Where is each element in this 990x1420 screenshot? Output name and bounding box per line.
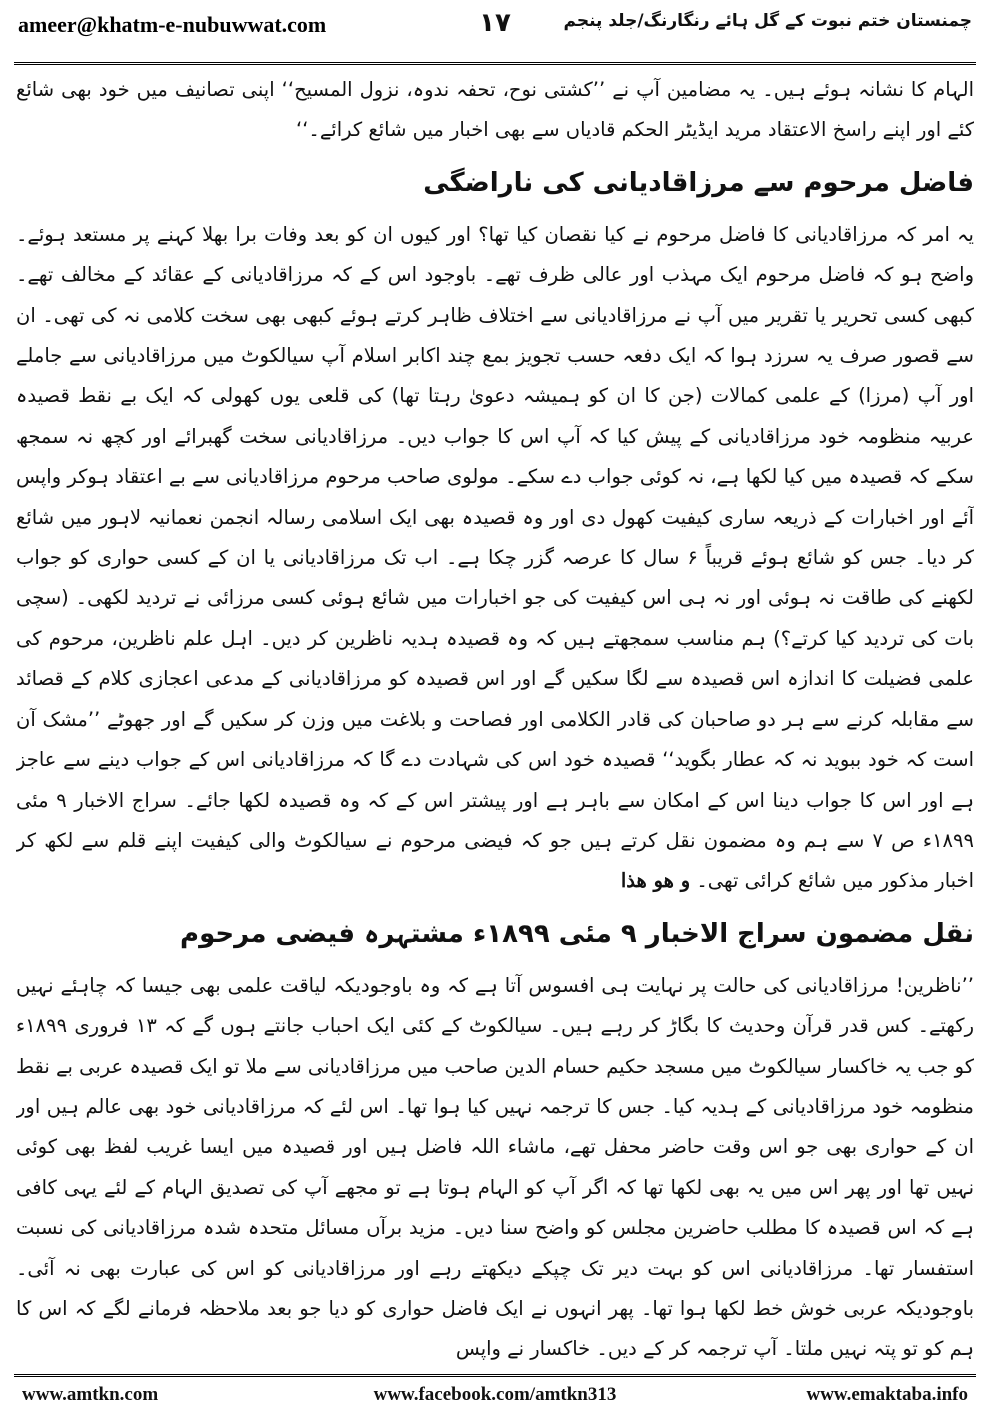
footer-link-emaktaba[interactable]: www.emaktaba.info [806, 1384, 968, 1405]
page-number: ۱۷ [479, 8, 511, 38]
page-footer [14, 1384, 976, 1412]
page-header [14, 0, 976, 62]
footer-link-facebook[interactable]: www.facebook.com/amtkn313 [373, 1384, 617, 1405]
header-divider [14, 62, 976, 65]
page-body [16, 70, 974, 1372]
body-paragraph-1-text: یہ امر کہ مرزاقادیانی کا فاضل مرحوم نے کیا نقصان کیا تھا؟ اور کیوں ان کو بعد وفات برا بھلا کہنے پر مستعد ہوئے۔ واضح ہو کہ فاضل مرحوم ایک مہذب اور عالی ظرف تھے۔ باوجود اس کے کہ مرزاقادیانی کے عقائد کے مخالف تھے۔ کبھی کسی تحریر یا تقریر میں آپ نے مرزاقادیانی سے اختلاف ظاہر کرتے ہوئے کبھی بھی سخت کلامی نہ کی تھی۔ ان سے قصور صرف یہ سرزد ہوا کہ ایک دفعہ حسب تجویز بمع چند اکابر اسلام آپ سیالکوٹ میں مرزاقادیانی سے جاملے اور آپ (مرزا) کے علمی کمالات (جن کا ان کو ہمیشہ دعویٰ رہتا تھا) کی قلعی یوں کھولی کہ ایک بے نقط قصیدہ عربیہ منظومہ خود مرزاقادیانی کے پیش کیا کہ آپ اس کا جواب دیں۔ مرزاقادیانی سخت گھبرائے اور کچھ نہ سمجھ سکے کہ قصیدہ میں کیا لکھا ہے، نہ کوئی جواب دے سکے۔ مولوی صاحب مرحوم مرزاقادیانی سے بے اعتقاد ہوکر واپس آئے اور اخبارات کے ذریعہ ساری کیفیت کھول دی اور وہ قصیدہ بھی ایک اسلامی رسالہ انجمن نعمانیہ لاہور میں شائع کر دیا۔ جس کو شائع ہوئے قریباً ۶ سال کا عرصہ گزر چکا ہے۔ اب تک مرزاقادیانی یا ان کے کسی حواری کو جواب لکھنے کی طاقت نہ ہوئی اور نہ ہی اس کیفیت کی جو اخبارات میں شائع ہوئی کسی مرزائی نے تردید لکھی۔ (سچی بات کی تردید کیا کرتے؟) ہم مناسب سمجھتے ہیں کہ وہ قصیدہ ہدیہ ناظرین کر دیں۔ اہل علم ناظرین، مرحوم کی علمی فضیلت کا اندازہ اس قصیدہ سے لگا سکیں گے اور اس قصیدہ کو مرزاقادیانی کے مدعی اعجازی کلام کے قصائد سے مقابلہ کرنے سے ہر دو صاحبان کی قادر الکلامی اور فصاحت و بلاغت میں وزن کر سکیں گے اور جھوٹے ’’مشک آن است کہ خود ببوید نہ کہ عطار بگوید‘‘ قصیدہ خود اس کی شہادت دے گا کہ مرزاقادیانی اس کے جواب دینے سے عاجز ہے اور اس کا جواب دینا اس کے امکان سے باہر ہے اور پیشتر اس کے کہ وہ قصیدہ لکھا جائے۔ سراج الاخبار ۹ مئی ۱۸۹۹ء ص ۷ سے ہم وہ مضمون نقل کرتے ہیں جو کہ فیضی مرحوم نے سیالکوٹ والی کیفیت اپنے قلم سے لکھ کر اخبار مذکور میں شائع کرائی تھی۔ [16, 222, 974, 893]
section-heading-1: فاضل مرحوم سے مرزاقادیانی کی ناراضگی [423, 167, 974, 198]
header-email: ameer@khatm-e-nubuwwat.com [18, 12, 327, 37]
intro-paragraph: الہام کا نشانہ ہوئے ہیں۔ یہ مضامین آپ نے ’’کشتی نوح، تحفہ ندوہ، نزول المسیح‘‘ اپنی تصانیف میں خود بھی شائع کئے اور اپنے راسخ الاعتقاد مرید ایڈیٹر الحکم قادیاں سے بھی اخبار میں شائع کرائے۔‘‘ [16, 78, 974, 142]
footer-divider [14, 1374, 976, 1377]
book-title: چمنستان ختم نبوت کے گل ہائے رنگارنگ/جلد پنجم [563, 11, 972, 31]
section-heading-2: نقل مضمون سراج الاخبار ۹ مئی ۱۸۹۹ء مشتہرہ فیضی مرحوم [180, 918, 974, 949]
body-paragraph-2: ’’ناظرین! مرزاقادیانی کی حالت پر نہایت ہی افسوس آتا ہے کہ وہ باوجودیکہ لیاقت علمی بھی جیسا کہ چاہئے نہیں رکھتے۔ کس قدر قرآن وحدیث کا بگاڑ کر رہے ہیں۔ سیالکوٹ کے کئی ایک احباب جانتے ہوں گے کہ ۱۳ فروری ۱۸۹۹ء کو جب یہ خاکسار سیالکوٹ میں مسجد حکیم حسام الدین صاحب میں مرزاقادیانی سے ملا تو ایک قصیدہ عربی بے نقط منظومہ خود مرزاقادیانی کے ہدیہ کیا۔ جس کا ترجمہ نہیں کیا ہوا تھا۔ اس لئے کہ مرزاقادیانی خود بھی عالم ہیں اور ان کے حواری بھی جو اس وقت حاضر محفل تھے، ماشاء اللہ فاضل ہیں اور قصیدہ میں ایسا غریب لفظ بھی کوئی نہیں تھا اور پھر اس میں یہ بھی لکھا تھا کہ اگر آپ کو الہام ہوتا ہے تو مجھے آپ کی تصدیق الہام کے لئے یہی کافی ہے کہ اس قصیدہ کا مطلب حاضرین مجلس کو واضح سنا دیں۔ مزید برآں مسائل متحدہ شدہ مرزاقادیانی کی نسبت استفسار تھا۔ مرزاقادیانی اس کو بہت دیر تک چپکے دیکھتے رہے اور مرزاقادیانی کو اس کی عبارت بھی نہ آئی۔ باوجودیکہ عربی خوش خط لکھا ہوا تھا۔ پھر انہوں نے ایک فاضل حواری کو دیا جو بعد ملاحظہ فرمانے لگے کہ اس کا ہم کو تو پتہ نہیں ملتا۔ آپ ترجمہ کر کے دیں۔ خاکسار نے واپس [16, 973, 974, 1361]
footer-link-amtkn[interactable]: www.amtkn.com [22, 1384, 159, 1405]
paragraph-closing-phrase: و هو هذا [620, 869, 691, 893]
body-paragraph-1 [16, 215, 974, 902]
